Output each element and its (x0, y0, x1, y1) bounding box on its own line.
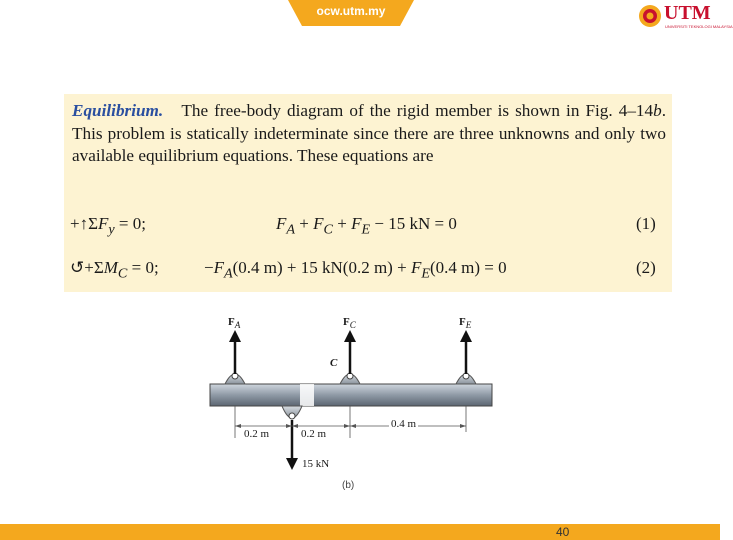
point-c-label: C (330, 357, 338, 369)
equation-1-number: (1) (636, 214, 656, 233)
equation-2-label: $↺+\Sigma M_C = 0$; (70, 258, 159, 282)
logo-subtext: UNIVERSITI TEKNOLOGI MALAYSIA (665, 24, 733, 29)
university-crest-icon (638, 4, 662, 28)
site-banner (288, 0, 414, 26)
force-a-label: $F_A$ (228, 316, 241, 331)
force-e-label: $F_E$ (459, 316, 472, 331)
page-number: 40 (556, 525, 570, 539)
equation-1-expression: $F_A + F_C + F_E - 15$ kN = 0 (276, 214, 457, 238)
figure-caption: (b) (342, 480, 355, 491)
textbook-excerpt (64, 94, 672, 292)
load-label: 15 kN (302, 458, 330, 470)
logo-text: UTM (664, 2, 711, 24)
equation-2-number: (2) (636, 258, 656, 277)
utm-logo (638, 2, 733, 32)
dimension-3-label: 0.4 m (391, 418, 417, 430)
explanation-paragraph (72, 100, 666, 168)
footer-bar (0, 524, 720, 540)
dimension-2-label: 0.2 m (301, 428, 327, 440)
equation-2-expression: $-F_A(0.4$ m) + 15 kN(0.2 $m) + F_E(0.4$ m) = 0 (204, 258, 507, 282)
free-body-diagram (200, 308, 520, 498)
paragraph-text-1: The free-body diagram of the rigid member is shown in Fig. 4–14 (181, 101, 654, 120)
diagram-drawing (200, 308, 520, 498)
figure-reference: b (653, 101, 662, 120)
dimension-1-label: 0.2 m (244, 428, 270, 440)
paragraph-text-2: . This problem is statically indeterminate since there are three unknowns and only two available equilibrium equations. These equations are (72, 101, 666, 165)
force-c-label: $F_C$ (343, 316, 356, 331)
site-url[interactable]: ocw.utm.my (316, 4, 386, 18)
rigid-beam (210, 384, 492, 406)
section-keyword: Equilibrium. (72, 101, 164, 120)
equation-1-label: $+↑\Sigma F_y = 0$; (70, 214, 146, 238)
